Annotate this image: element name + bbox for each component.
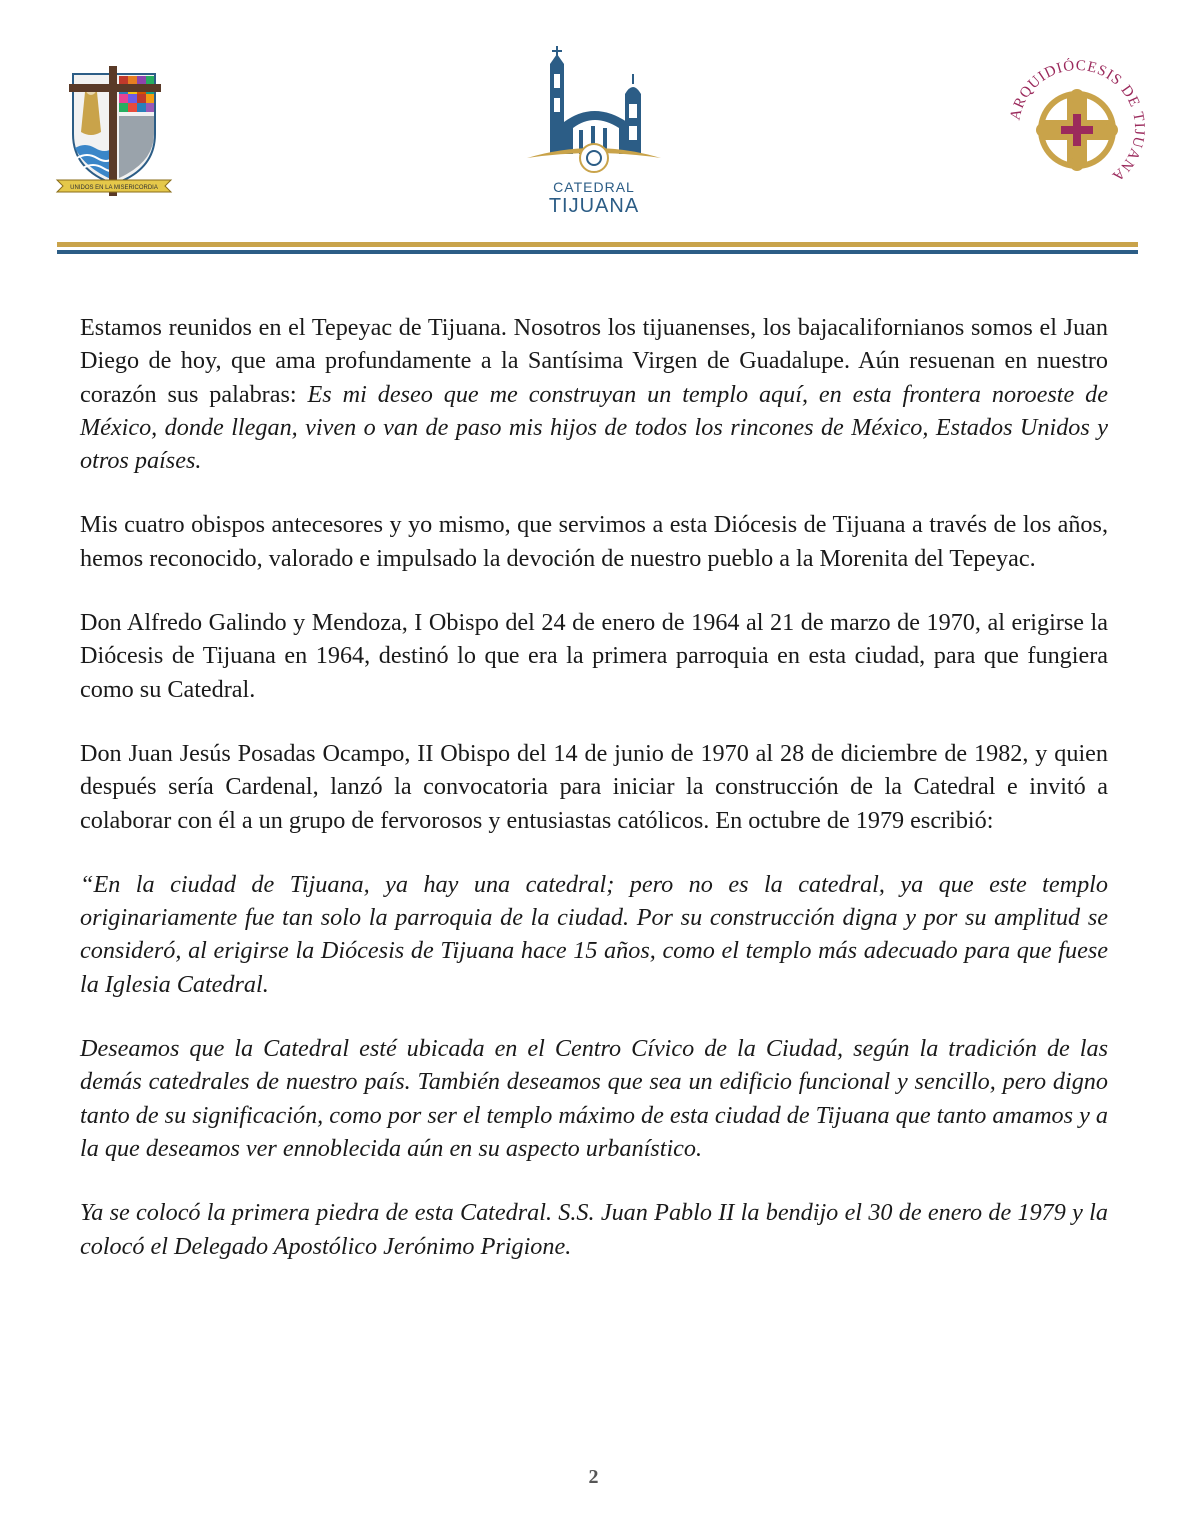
paragraph-2: Mis cuatro obispos antecesores y yo mismo, que servimos a esta Diócesis de Tijuana a través de los años, hemos reconocido, valorado e impulsado la devoción de nuestro pueblo a la Morenita del Tepeyac. — [80, 511, 1108, 572]
paragraph-3: Don Alfredo Galindo y Mendoza, I Obispo del 24 de enero de 1964 al 21 de marzo de 1970, al erigirse la Diócesis de Tijuana en 1964, destinó lo que era la primera parroquia en esta ciudad, para que fungiera como su Catedral. — [80, 609, 1108, 703]
paragraph-1-text: Estamos reunidos en el Tepeyac de Tijuana. Nosotros los tijuanenses, los bajacalifornianos somos el Juan Diego de hoy, que ama profundamente a la Santísima Virgen de Guadalupe. Aún resuenan en nuestro corazón sus palabras: — [80, 314, 1108, 408]
header-rule-blue — [57, 250, 1138, 254]
logo-tijuana-text: TIJUANA — [548, 195, 640, 217]
diocesan-coat-of-arms-icon — [55, 62, 173, 198]
cathedral-building-icon — [523, 44, 665, 219]
paragraph-4: Don Juan Jesús Posadas Ocampo, II Obispo del 14 de junio de 1970 al 28 de diciembre de 1982, y quien después sería Cardenal, lanzó la convocatoria para iniciar la construcción de la Catedral e invitó a colaborar con él a un grupo de fervorosos y entusiastas católicos. En octubre de 1979 escribió: — [80, 739, 1108, 834]
archdiocese-seal-icon — [1007, 58, 1147, 198]
logo-motto: UNIDOS EN LA MISERICORDIA — [70, 185, 158, 191]
quote-paragraph-2: Deseamos que la Catedral esté ubicada en el Centro Cívico de la Ciudad, según la tradición de las demás catedrales de nuestro país. También deseamos que sea un edificio funcional y sencillo, pero digno tanto de su significación, como por ser el templo máximo de esta ciudad de Tijuana que tanto amamos y a la que deseamos ver ennoblecida aún en su aspecto urbanístico. — [80, 1035, 1108, 1162]
quote-paragraph-3: Ya se colocó la primera piedra de esta Catedral. S.S. Juan Pablo II la bendijo el 30 de enero de 1979 y la colocó el Delegado Apostólico Jerónimo Prigione. — [80, 1199, 1108, 1260]
letterhead — [0, 0, 1187, 260]
seal-text: ARQUIDIÓCESIS DE TIJUANA — [1007, 58, 1147, 185]
paragraph-1 — [80, 311, 1108, 477]
logo-catedral-text: CATEDRAL — [553, 179, 635, 195]
header-rule-gold — [57, 242, 1138, 247]
paragraph-1-quote: Es mi deseo que me construyan un templo aquí, en esta frontera noroeste de México, donde llegan, viven o van de paso mis hijos de todos los rincones de México, Estados Unidos y otros países. — [80, 380, 1109, 475]
page-number: 2 — [588, 1466, 599, 1488]
quote-paragraph-1: “En la ciudad de Tijuana, ya hay una catedral; pero no es la catedral, ya que este templo originariamente fue tan solo la parroquia de la ciudad. Por su construcción digna y por su amplitud se consideró, al erigirse la Diócesis de Tijuana hace 15 años, como el templo más adecuado para que fuese la Iglesia Catedral. — [80, 870, 1108, 998]
letter-body — [80, 311, 1108, 1263]
